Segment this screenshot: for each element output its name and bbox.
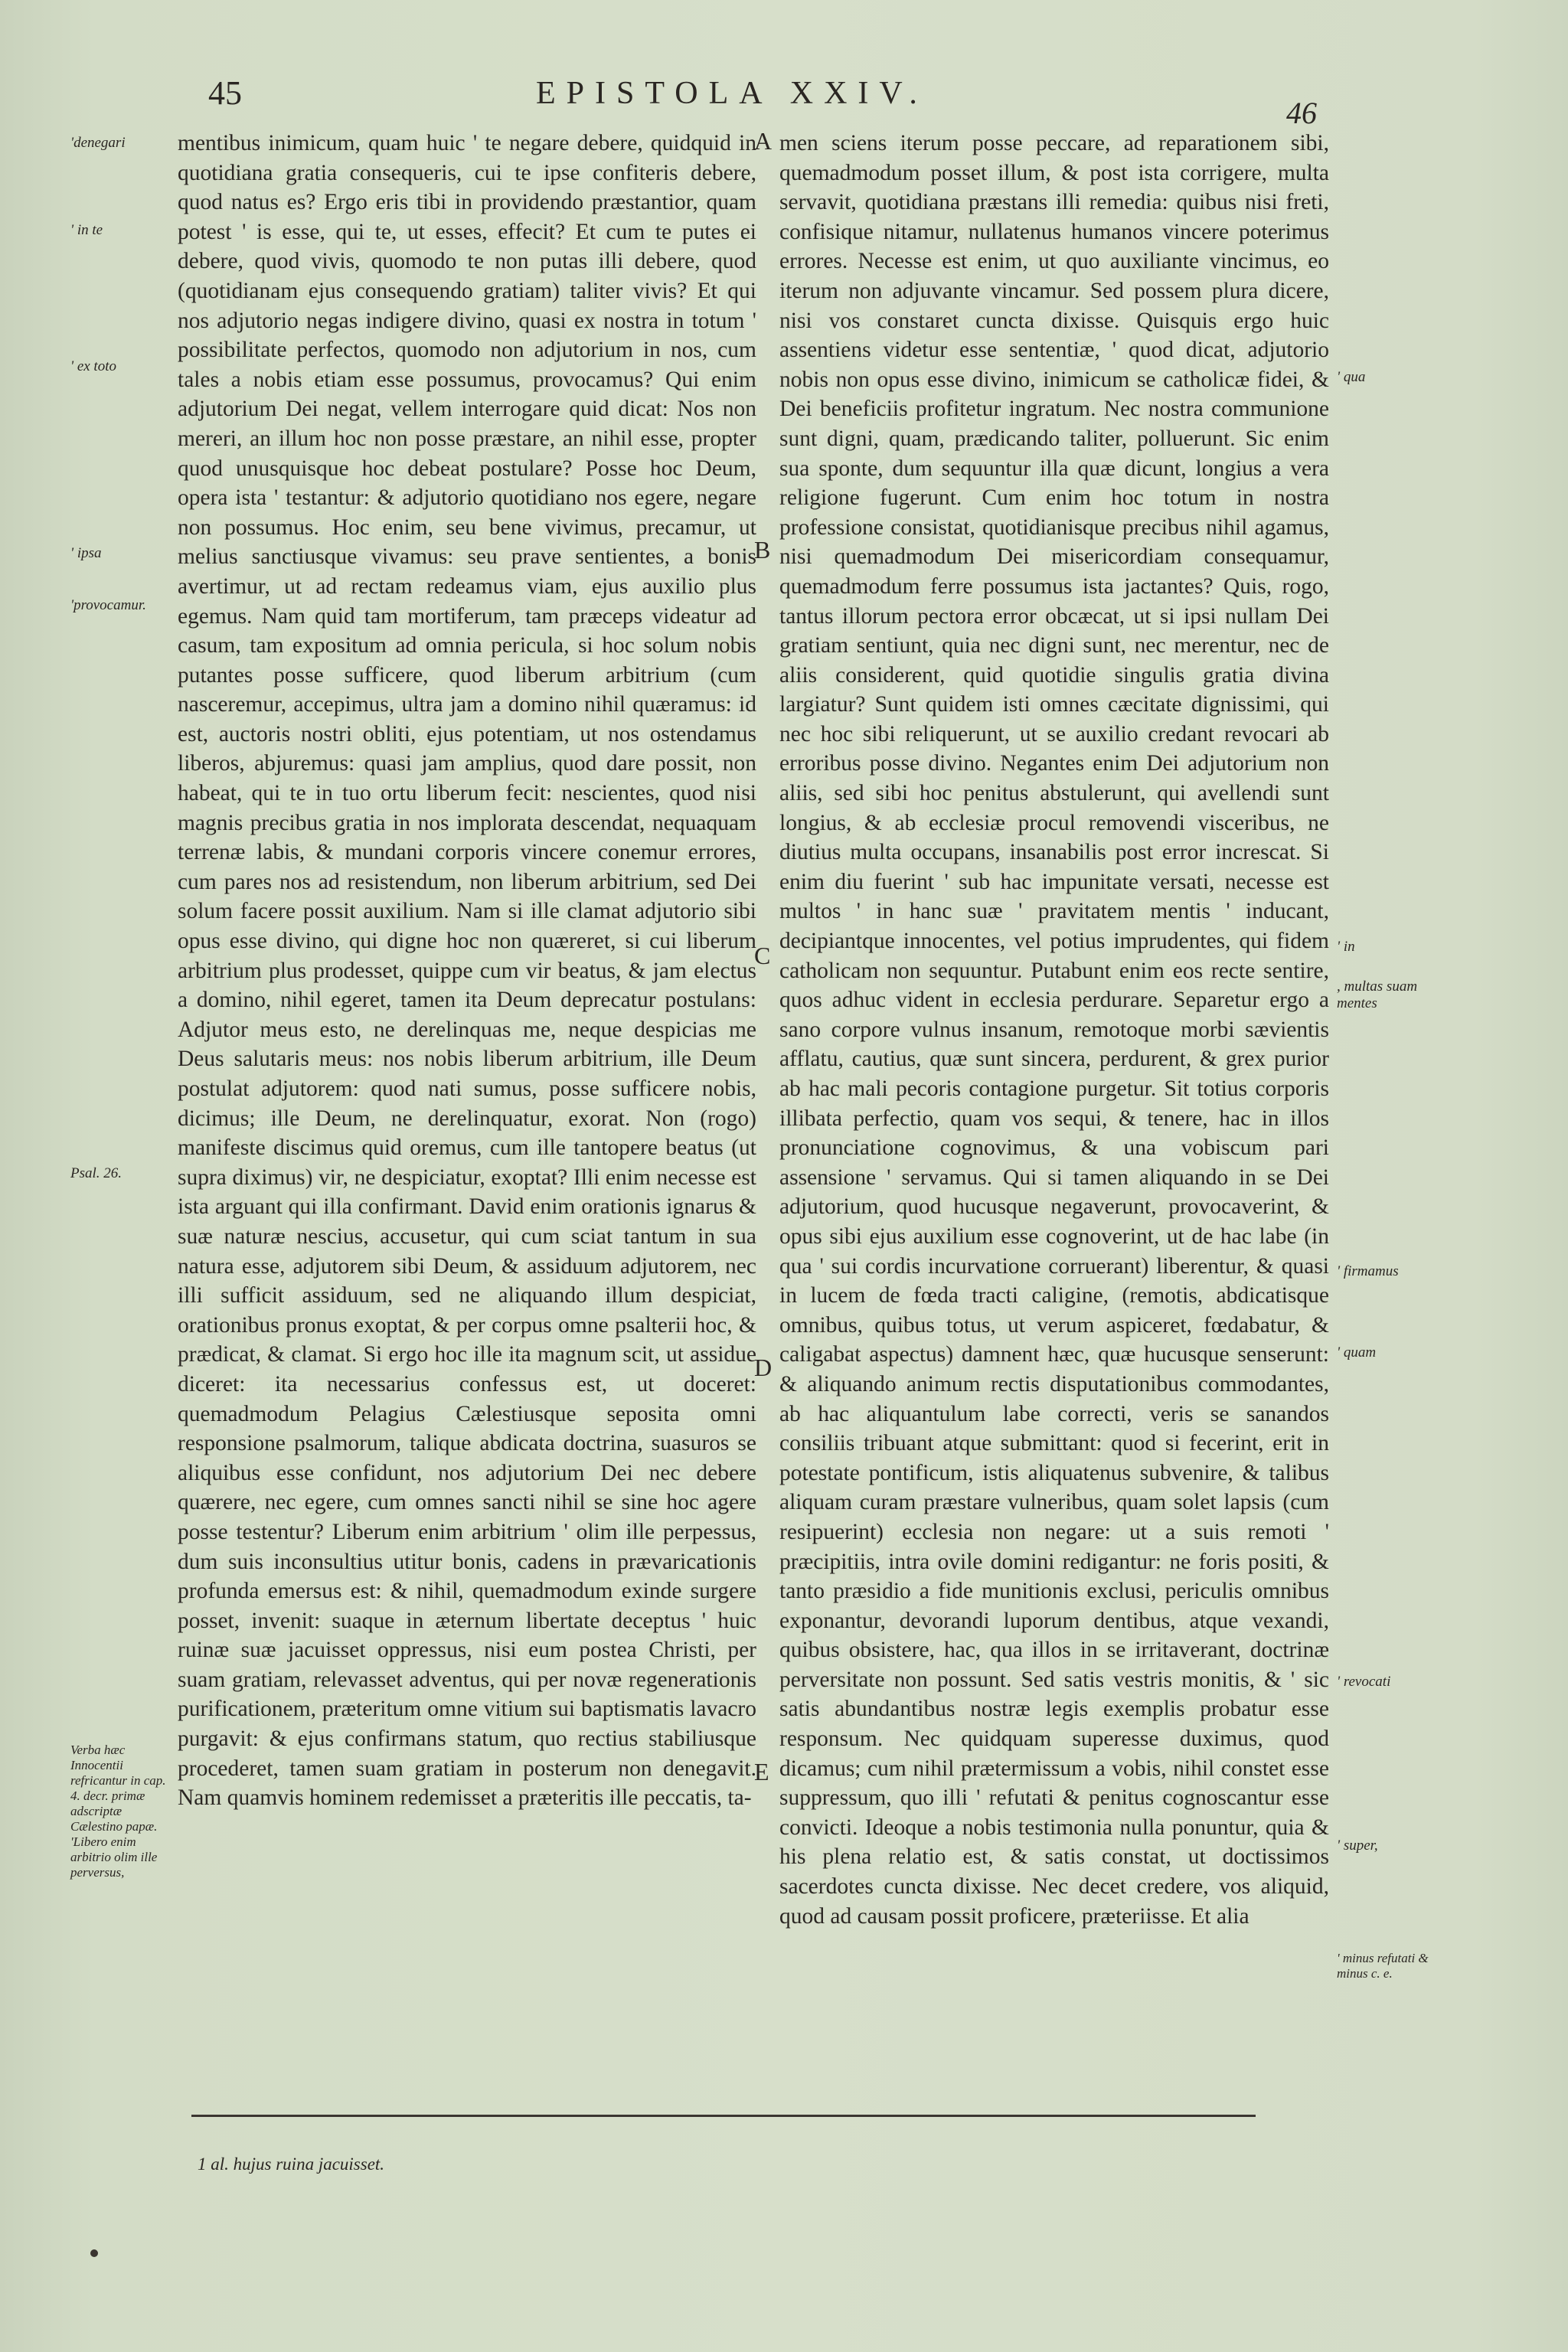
footnote: 1 al. hujus ruina jacuisset. [198, 2154, 385, 2174]
page-number-right: 46 [1286, 96, 1317, 130]
running-title: EPISTOLA XXIV. [536, 76, 928, 111]
margin-note-right-7: ' super, [1337, 1838, 1378, 1854]
margin-note-right-4: ' firmamus [1337, 1263, 1399, 1279]
running-header [0, 74, 1568, 130]
margin-note-right-1: ' qua [1337, 369, 1366, 385]
margin-note-left-1: 'denegari [70, 135, 126, 151]
margin-note-right-8: ' minus refutati & minus c. e. [1337, 1951, 1429, 1981]
margin-note-right-6: ' revocati [1337, 1674, 1391, 1690]
left-column [178, 129, 756, 1813]
footnote-rule [191, 2115, 1256, 2117]
margin-note-left-5: 'provocamur. [70, 597, 146, 613]
section-letter-d: D [754, 1354, 773, 1381]
margin-note-left-6: Psal. 26. [70, 1165, 122, 1181]
section-letter-a: A [754, 127, 773, 155]
margin-note-left-7: Verba hæc Innocentii refricantur in cap. 4. decr. primæ adscriptæ Cælestino papæ. 'Libero enim arbitrio olim ille perversus, [70, 1743, 166, 1880]
right-column-text: men sciens iterum posse peccare, ad reparationem sibi, quemadmodum posset illum, & post ista corrigere, multa servavit, quotidiana præstans illi remedia: quibus nisi freti, confisique nitamur, nullatenus humanos vincere poterimus errores. Necesse est enim, ut quo auxiliante vincimus, eo iterum non adjuvante vincamur. Sed possem plura dicere, nisi vos constaret cuncta dixisse. Quisquis ergo huic assentiens videtur esse sententiæ, ' quod dicat, adjutorio nobis non opus esse divino, inimicum se catholicæ fidei, & Dei beneficiis profitetur ingratum. Nec nostra communione sunt digni, quam, prædicando taliter, polluerunt. Sic enim sua sponte, dum sequuntur illa quæ dicunt, longius a vera religione fugerunt. Cum enim hoc totum in nostra professione consistat, quotidianisque precibus nihil agamus, nisi quemadmodum Dei misericordiam consequamur, quemadmodum ferre possumus ista jactantes? Quis, rogo, tantus illorum pectora error obcæcat, ut si ipsi nullam Dei gratiam sentiunt, quia nec digni sunt, nec merentur, nec de aliis considerent, quid quotidie singulis gratia divina largiatur? Sunt quidem isti omnes cæcitate dignissimi, qui nec hoc sibi reliquerunt, ut se auxilio credant revocari ab erroribus posse divino. Negantes enim Dei adjutorium non aliis, sed sibi hoc penitus abstulerunt, qui avellendi sunt longius, & ab ecclesiæ procul removendi visceribus, ne diutius multa occupans, insanabilis post error increscat. Si enim diu fuerint ' sub hac impunitate versati, necesse est multos ' in hanc suæ ' pravitatem mentis ' inducant, decipiantque innocentes, vel potius imprudentes, qui fidem catholicam non sequuntur. Putabunt enim eos recte sentire, quos adhuc vident in ecclesia perdurare. Separetur ergo a sano corpore vulnus insanum, remotoque morbi sævientis afflatu, cautius, quæ sunt sincera, perdurent, & grex purior ab hac mali pecoris contagione purgetur. Sit totius corporis illibata perfectio, quam vos sequi, & tenere, hac in illos pronunciatione cognovimus, & una vobiscum pari assensione ' servamus. Qui si tamen aliquando in se Dei adjutorium, quod hucusque negaverunt, provocaverint, & opus sibi ejus auxilium esse cognoverint, ut de hac labe (in qua ' sui cordis incurvatione corruerant) liberentur, & quasi in lucem de fœda tracti caligine, (remotis, abdicatisque omnibus, quibus totus, ut verum aspiceret, fœdabatur, & caligabat aspectus) damnent hæc, quæ hucusque senserunt: & aliquando animum rectis disputationibus commodantes, ab hac aliquantulum labe correcti, veris se sanandos consiliis tribuant atque submittant: quod si fecerint, erit in potestate pontificum, istis aliquatenus subvenire, & talibus aliquam curam præstare vulneribus, quam solet lapsis (cum resipuerint) ecclesia non negare: ut a suis remoti ' præcipitiis, intra ovile domini redigantur: ne foris positi, & tanto præsidio a fide munitionis exclusi, periculis omnibus exponantur, devorandi luporum dentibus, atque vexandi, quibus obsistere, hac, qua illos in se irritaverant, doctrinæ perversitate non possunt. Sed satis vestris monitis, & ' sic satis abundantibus nostræ legis exemplis probatur esse responsum. Nec quidquam superesse duximus, quod dicamus; cum nihil prætermissum a vobis, nihil constet esse suppressum, quo illi ' refutati & penitus cognoscantur esse convicti. Ideoque a nobis testimonia nulla ponuntur, quia & his plena relatio est, & satis constat, ut doctissimos sacerdotes cuncta dixisse. Nec decet credere, vos aliquid, quod ad causam possit proficere, præteriisse. Et alia [779, 131, 1329, 1929]
margin-note-right-3: , multas suam mentes [1337, 978, 1418, 1011]
right-column [779, 129, 1329, 1931]
margin-note-left-3: ' ex toto [70, 358, 116, 374]
section-letter-c: C [754, 942, 771, 969]
page-number-left: 45 [208, 74, 242, 112]
margin-note-left-2: ' in te [70, 222, 103, 238]
section-letter-b: B [754, 536, 771, 564]
section-letter-e: E [754, 1758, 769, 1785]
margin-note-left-4: ' ipsa [70, 545, 102, 561]
left-column-text: mentibus inimicum, quam huic ' te negare debere, quidquid in quotidiana gratia consequeris, cui te ipse confiteris debere, quod natus es? Ergo eris tibi in providendo præstantior, quam potest ' is esse, qui te, ut esses, effecit? Et cum te putes ei debere, quod vivis, quomodo te non putas illi debere, quod (quotidianam ejus consequendo gratiam) taliter vivis? Et qui nos adjutorio negas indigere divino, quasi ex nostra in totum ' possibilitate perfectos, quomodo non adjutorium in nos, cum tales a nobis etiam esse possumus, provocamus? Qui enim adjutorium Dei negat, vellem interrogare quid dicat: Nos non mereri, an illum hoc non posse præstare, an nihil esse, propter quod unusquisque hoc debeat postulare? Posse hoc Deum, opera ista ' testantur: & adjutorio quotidiano nos egere, negare non possumus. Hoc enim, seu bene vivimus, precamur, ut melius sanctiusque vivamus: seu prave sentientes, a bonis avertimur, ut ad rectam redeamus viam, ejus auxilio plus egemus. Nam quid tam mortiferum, tam præceps videatur ad casum, tam expositum ad omnia pericula, si hoc solum nobis putantes posse sufficere, quod liberum arbitrium (cum nasceremur, accepimus, ultra jam a domino nihil quæramus: id est, auctoris nostri obliti, ejus potentiam, ut nos ostendamus liberos, abjuremus: quasi jam amplius, quod dare possit, non habeat, qui te in tuo ortu liberum fecit: nescientes, quod nisi magnis precibus gratia in nos implorata descendat, nequaquam terrenæ labis, & mundani corporis vincere conemur errores, cum pares nos ad resistendum, non liberum arbitrium, sed Dei solum facere possit auxilium. Nam si ille clamat adjutorio sibi opus esse divino, qui digne hoc non quæreret, si cui liberum arbitrium plus prodesset, quippe cum vir beatus, & jam electus a domino, nihil egeret, tamen ita Deum deprecatur postulans: Adjutor meus esto, ne derelinquas me, neque despicias me Deus salutaris meus: nos nobis liberum arbitrium, ille Deum postulat adjutorem: quod nati sumus, posse sufficere nobis, dicimus; ille Deum, ne derelinquatur, exorat. Non (rogo) manifeste discimus quid oremus, cum ille tantopere beatus (ut supra diximus) vir, ne despiciatur, exoptat? Illi enim necesse est ista arguant qui illa confirmant. David enim orationis ignarus & suæ naturæ nescius, accusetur, qui cum sciat tantum in sua natura esse, adjutorem sibi Deum, & assiduum adjutorem, nec illi sufficit assiduum, sed ne aliquando illum despiciat, orationibus pronus exoptat, & per corpus omne psalterii hoc, & prædicat, & clamat. Si ergo hoc ille ita magnum scit, ut assidue diceret: ita necessarius confessus est, ut doceret: quemadmodum Pelagius Cælestiusque seposita omni responsione psalmorum, talique abdicata doctrina, suasuros se aliquibus esse confidunt, nos adjutorium Dei nec debere quærere, nec egere, cum omnes sancti nihil se sine hoc agere posse testentur? Liberum enim arbitrium ' olim ille perpessus, dum suis inconsultius utitur bonis, cadens in prævaricationis profunda emersus est: & nihil, quemadmodum exinde surgere posset, invenit: suaque in æternum libertate deceptus ' huic ruinæ suæ jacuisset oppressus, nisi eum postea Christi, per suam gratiam, relevasset adventus, qui per novæ regenerationis purificationem, præteritum omne vitium sui baptismatis lavacro purgavit: & ejus confirmans statum, quo rectius stabiliusque procederet, tamen suam gratiam in posterum non denegavit. Nam quamvis hominem redemisset a præteritis ille peccatis, ta- [178, 131, 756, 1811]
margin-note-right-5: ' quam [1337, 1344, 1377, 1361]
ink-blot [90, 2249, 98, 2257]
margin-note-right-2: ' in [1337, 939, 1355, 955]
